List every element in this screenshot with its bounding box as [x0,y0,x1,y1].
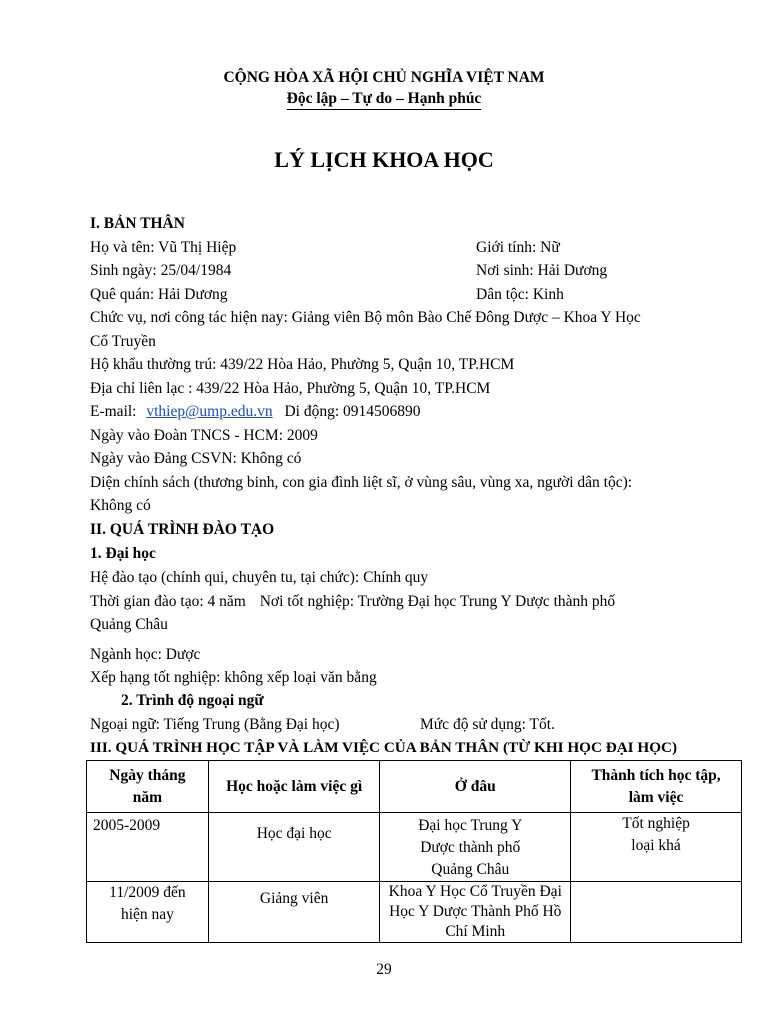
gender-field: Giới tính: Nữ [476,239,560,256]
contact-address-field: Địa chỉ liên lạc : 439/22 Hòa Hảo, Phường 5, Quận 10, TP.HCM [90,380,491,397]
section2-heading: II. QUÁ TRÌNH ĐÀO TẠO [90,521,275,538]
major-field: Ngành học: Dược [90,646,201,663]
table-cell-place: Khoa Y Học Cổ Truyền Đại Học Y Dược Thành Phố Hồ Chí Minh [380,882,571,943]
dob-field: Sinh ngày: 25/04/1984 [90,262,232,279]
column-header-achievement: Thành tích học tập, làm việc [571,761,742,813]
hometown-field: Quê quán: Hải Dương [90,286,228,303]
training-duration: Thời gian đào tạo: 4 năm [90,593,246,610]
table-header-row [87,761,742,813]
table-cell-place: Đại học Trung Y Dược thành phố Quảng Châu [380,813,571,882]
column-header-activity: Học hoặc làm việc gì [208,761,380,813]
table-row [87,813,742,882]
email-row [90,402,421,422]
residence-field: Hộ khẩu thường trú: 439/22 Hòa Hảo, Phường 5, Quận 10, TP.HCM [90,356,515,373]
table-cell-date: 11/2009 đến hiện nay [87,882,209,943]
table-cell-achievement [571,882,742,943]
language-level-field: Mức độ sử dụng: Tốt. [420,716,555,733]
graduation-place: Nơi tốt nghiệp: Trường Đại học Trung Y Dược thành phố [259,593,616,610]
email-link[interactable]: vthiep@ump.edu.vn [146,403,273,420]
table-row [87,882,742,943]
history-table [86,760,742,943]
party-field: Ngày vào Đảng CSVN: Không có [90,450,302,467]
position-line1: Chức vụ, nơi công tác hiện nay: Giảng viên Bộ môn Bào Chế Đông Dược – Khoa Y Học [90,309,641,326]
table-cell-achievement: Tốt nghiệp loại khá [571,813,742,882]
section1-heading: I. BẢN THÂN [90,215,185,232]
policy-line2: Không có [90,497,151,514]
table-cell-activity: Giảng viên [208,882,380,943]
language-subheading: 2. Trình độ ngoại ngữ [121,692,264,709]
mobile-field: Di động: 0914506890 [284,403,421,420]
section3-heading: III. QUÁ TRÌNH HỌC TẬP VÀ LÀM VIỆC CỦA BẢN THÂN (TỪ KHI HỌC ĐẠI HỌC) [90,739,678,756]
national-motto [0,89,768,109]
email-label: E-mail: [90,403,137,420]
graduation-place-line2: Quảng Châu [90,616,168,633]
name-field: Họ và tên: Vũ Thị Hiệp [90,239,237,256]
university-subheading: 1. Đại học [90,545,156,562]
column-header-place: Ở đâu [380,761,571,813]
ethnicity-field: Dân tộc: Kinh [476,286,564,303]
table-cell-date: 2005-2009 [87,813,209,882]
document-title: LÝ LỊCH KHOA HỌC [274,147,494,172]
graduation-rank-field: Xếp hạng tốt nghiệp: không xếp loại văn bằng [90,669,377,686]
column-header-date: Ngày tháng năm [87,761,209,813]
youth-union-field: Ngày vào Đoàn TNCS - HCM: 2009 [90,427,318,444]
national-title: CỘNG HÒA XÃ HỘI CHỦ NGHĨA VIỆT NAM [223,69,545,86]
birthplace-field: Nơi sinh: Hải Dương [476,262,608,279]
page-number: 29 [376,961,392,978]
training-system-field: Hệ đào tạo (chính qui, chuyên tu, tại chức): Chính quy [90,569,429,586]
position-line2: Cổ Truyền [90,333,156,350]
policy-line1: Diện chính sách (thương binh, con gia đình liệt sĩ, ở vùng sâu, vùng xa, người dân tộc): [90,474,633,491]
table-cell-activity: Học đại học [208,813,380,882]
national-motto-text: Độc lập – Tự do – Hạnh phúc [287,90,482,110]
training-duration-row [90,592,615,612]
foreign-language-field: Ngoại ngữ: Tiếng Trung (Bằng Đại học) [90,716,340,733]
